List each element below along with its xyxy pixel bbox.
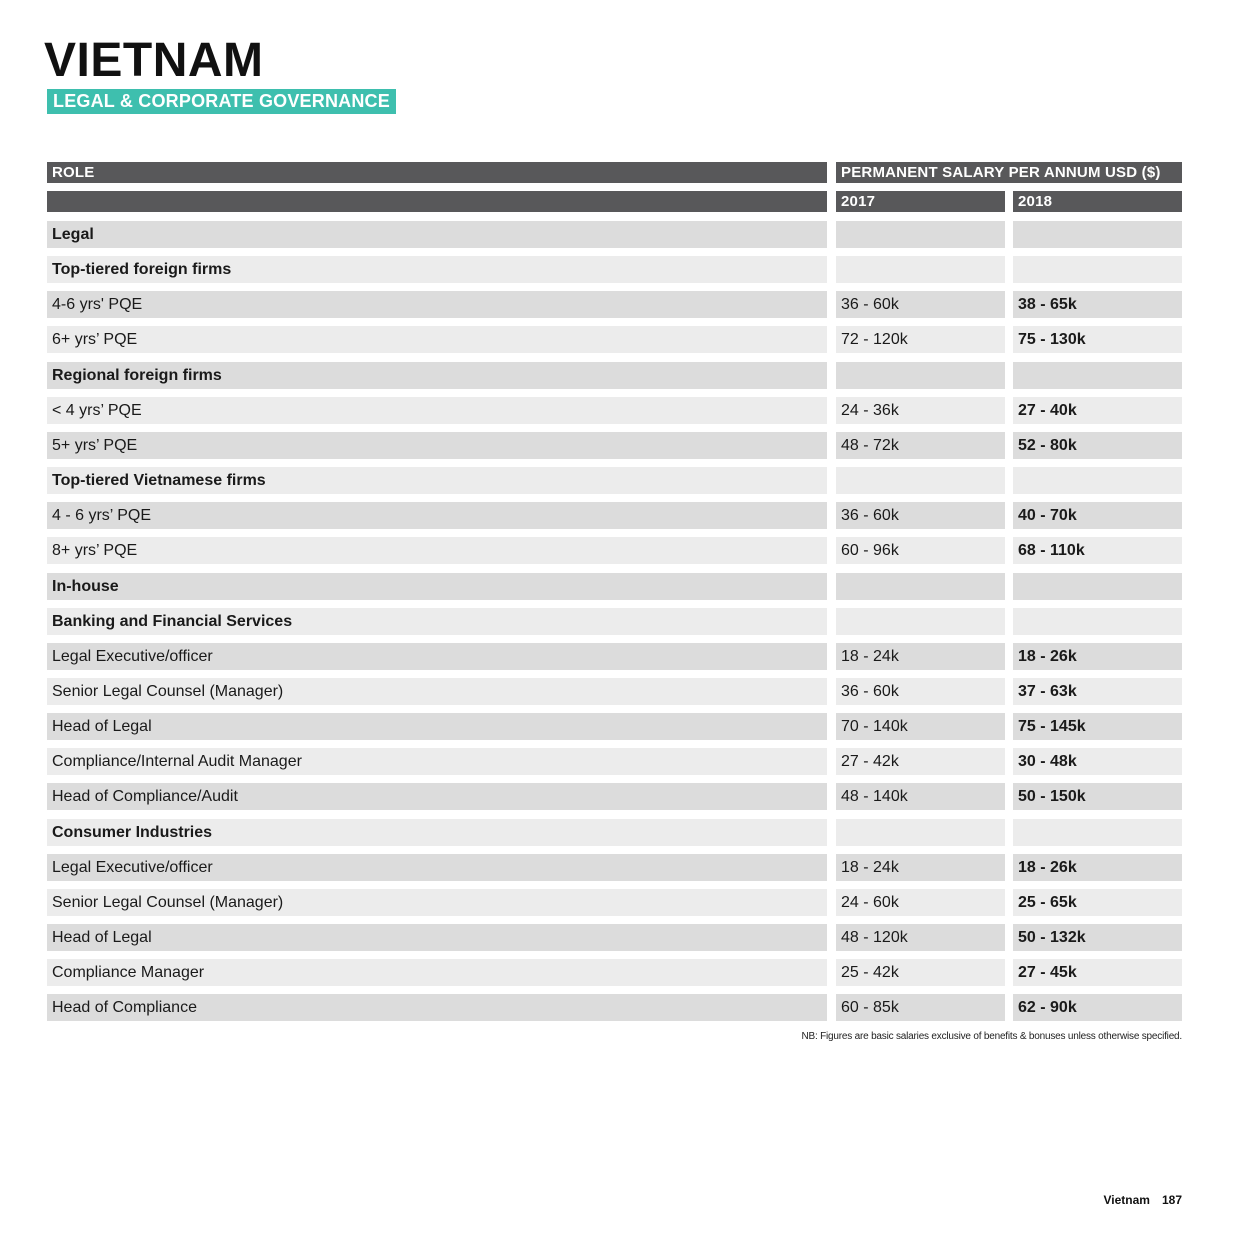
role-cell: Head of Legal — [47, 924, 827, 951]
salary-2018-cell: 38 - 65k — [1013, 291, 1182, 318]
salary-2017-cell: 18 - 24k — [836, 643, 1005, 670]
year-2018-header: 2018 — [1013, 191, 1182, 212]
salary-2017-cell: 24 - 36k — [836, 397, 1005, 424]
salary-2018-cell: 25 - 65k — [1013, 889, 1182, 916]
salary-2017-cell: 48 - 72k — [836, 432, 1005, 459]
salary-2018-cell — [1013, 573, 1182, 600]
salary-2018-cell: 27 - 40k — [1013, 397, 1182, 424]
table-row — [47, 397, 1182, 424]
role-cell: Top-tiered Vietnamese firms — [47, 467, 827, 494]
salary-2018-cell: 18 - 26k — [1013, 854, 1182, 881]
salary-2018-cell — [1013, 256, 1182, 283]
role-cell: Legal Executive/officer — [47, 854, 827, 881]
role-cell: Head of Compliance/Audit — [47, 783, 827, 810]
salary-2017-cell — [836, 819, 1005, 846]
salary-2017-cell: 48 - 120k — [836, 924, 1005, 951]
role-cell: In-house — [47, 573, 827, 600]
role-cell: Head of Compliance — [47, 994, 827, 1021]
salary-2018-cell — [1013, 221, 1182, 248]
section-subtitle: LEGAL & CORPORATE GOVERNANCE — [47, 89, 396, 114]
salary-2017-cell — [836, 256, 1005, 283]
table-header-row — [47, 162, 1182, 183]
salary-2018-cell — [1013, 467, 1182, 494]
table-row — [47, 959, 1182, 986]
section-row — [47, 467, 1182, 494]
role-cell: Banking and Financial Services — [47, 608, 827, 635]
table-row — [47, 994, 1182, 1021]
table-row — [47, 748, 1182, 775]
role-cell: 4 - 6 yrs’ PQE — [47, 502, 827, 529]
table-row — [47, 643, 1182, 670]
role-cell: Senior Legal Counsel (Manager) — [47, 678, 827, 705]
year-2017-header: 2017 — [836, 191, 1005, 212]
salary-2017-cell: 18 - 24k — [836, 854, 1005, 881]
role-cell: 6+ yrs’ PQE — [47, 326, 827, 353]
table-row — [47, 291, 1182, 318]
table-row — [47, 537, 1182, 564]
role-cell: Top-tiered foreign firms — [47, 256, 827, 283]
section-row — [47, 608, 1182, 635]
salary-2017-cell: 72 - 120k — [836, 326, 1005, 353]
salary-2018-cell: 68 - 110k — [1013, 537, 1182, 564]
salary-2017-cell — [836, 573, 1005, 600]
salary-2017-cell: 48 - 140k — [836, 783, 1005, 810]
salary-2017-cell — [836, 467, 1005, 494]
salary-2017-cell: 24 - 60k — [836, 889, 1005, 916]
salary-2018-cell: 40 - 70k — [1013, 502, 1182, 529]
role-cell: 5+ yrs’ PQE — [47, 432, 827, 459]
salary-2018-cell: 37 - 63k — [1013, 678, 1182, 705]
salary-2017-cell: 36 - 60k — [836, 678, 1005, 705]
salary-2018-cell: 50 - 132k — [1013, 924, 1182, 951]
salary-2017-cell: 25 - 42k — [836, 959, 1005, 986]
salary-2017-cell — [836, 221, 1005, 248]
salary-2017-cell: 70 - 140k — [836, 713, 1005, 740]
salary-2017-cell — [836, 362, 1005, 389]
table-row — [47, 678, 1182, 705]
role-cell: Consumer Industries — [47, 819, 827, 846]
salary-2018-cell: 75 - 145k — [1013, 713, 1182, 740]
table-row — [47, 502, 1182, 529]
table-row — [47, 432, 1182, 459]
salary-2017-cell: 36 - 60k — [836, 291, 1005, 318]
role-cell: Legal Executive/officer — [47, 643, 827, 670]
salary-2018-cell: 62 - 90k — [1013, 994, 1182, 1021]
footnote: NB: Figures are basic salaries exclusive of benefits & bonuses unless otherwise specified. — [801, 1031, 1182, 1042]
footer-country: Vietnam — [1103, 1193, 1150, 1207]
table-row — [47, 889, 1182, 916]
section-row — [47, 221, 1182, 248]
salary-2017-cell: 60 - 85k — [836, 994, 1005, 1021]
role-cell: Senior Legal Counsel (Manager) — [47, 889, 827, 916]
role-cell: 8+ yrs’ PQE — [47, 537, 827, 564]
page-number: 187 — [1161, 1193, 1182, 1207]
table-row — [47, 924, 1182, 951]
salary-2018-cell: 75 - 130k — [1013, 326, 1182, 353]
salary-2017-cell: 60 - 96k — [836, 537, 1005, 564]
role-cell: Compliance Manager — [47, 959, 827, 986]
role-cell: Regional foreign firms — [47, 362, 827, 389]
salary-2018-cell: 18 - 26k — [1013, 643, 1182, 670]
salary-2018-cell — [1013, 608, 1182, 635]
salary-2017-cell: 27 - 42k — [836, 748, 1005, 775]
salary-2018-cell — [1013, 362, 1182, 389]
role-subheader-blank — [47, 191, 827, 212]
table-row — [47, 713, 1182, 740]
role-cell: Head of Legal — [47, 713, 827, 740]
page-footer — [1104, 1193, 1183, 1207]
salary-2018-cell: 50 - 150k — [1013, 783, 1182, 810]
section-row — [47, 256, 1182, 283]
salary-2017-cell — [836, 608, 1005, 635]
table-row — [47, 326, 1182, 353]
role-column-header: ROLE — [47, 162, 827, 183]
salary-column-header: PERMANENT SALARY PER ANNUM USD ($) — [836, 162, 1182, 183]
role-cell: Legal — [47, 221, 827, 248]
table-row — [47, 783, 1182, 810]
role-cell: Compliance/Internal Audit Manager — [47, 748, 827, 775]
page-title: VIETNAM — [44, 34, 264, 87]
salary-2018-cell: 27 - 45k — [1013, 959, 1182, 986]
table-row — [47, 854, 1182, 881]
section-row — [47, 573, 1182, 600]
salary-2017-cell: 36 - 60k — [836, 502, 1005, 529]
salary-2018-cell: 52 - 80k — [1013, 432, 1182, 459]
salary-2018-cell: 30 - 48k — [1013, 748, 1182, 775]
section-row — [47, 819, 1182, 846]
role-cell: 4-6 yrs' PQE — [47, 291, 827, 318]
year-header-row — [47, 191, 1182, 212]
role-cell: < 4 yrs’ PQE — [47, 397, 827, 424]
salary-2018-cell — [1013, 819, 1182, 846]
section-row — [47, 362, 1182, 389]
